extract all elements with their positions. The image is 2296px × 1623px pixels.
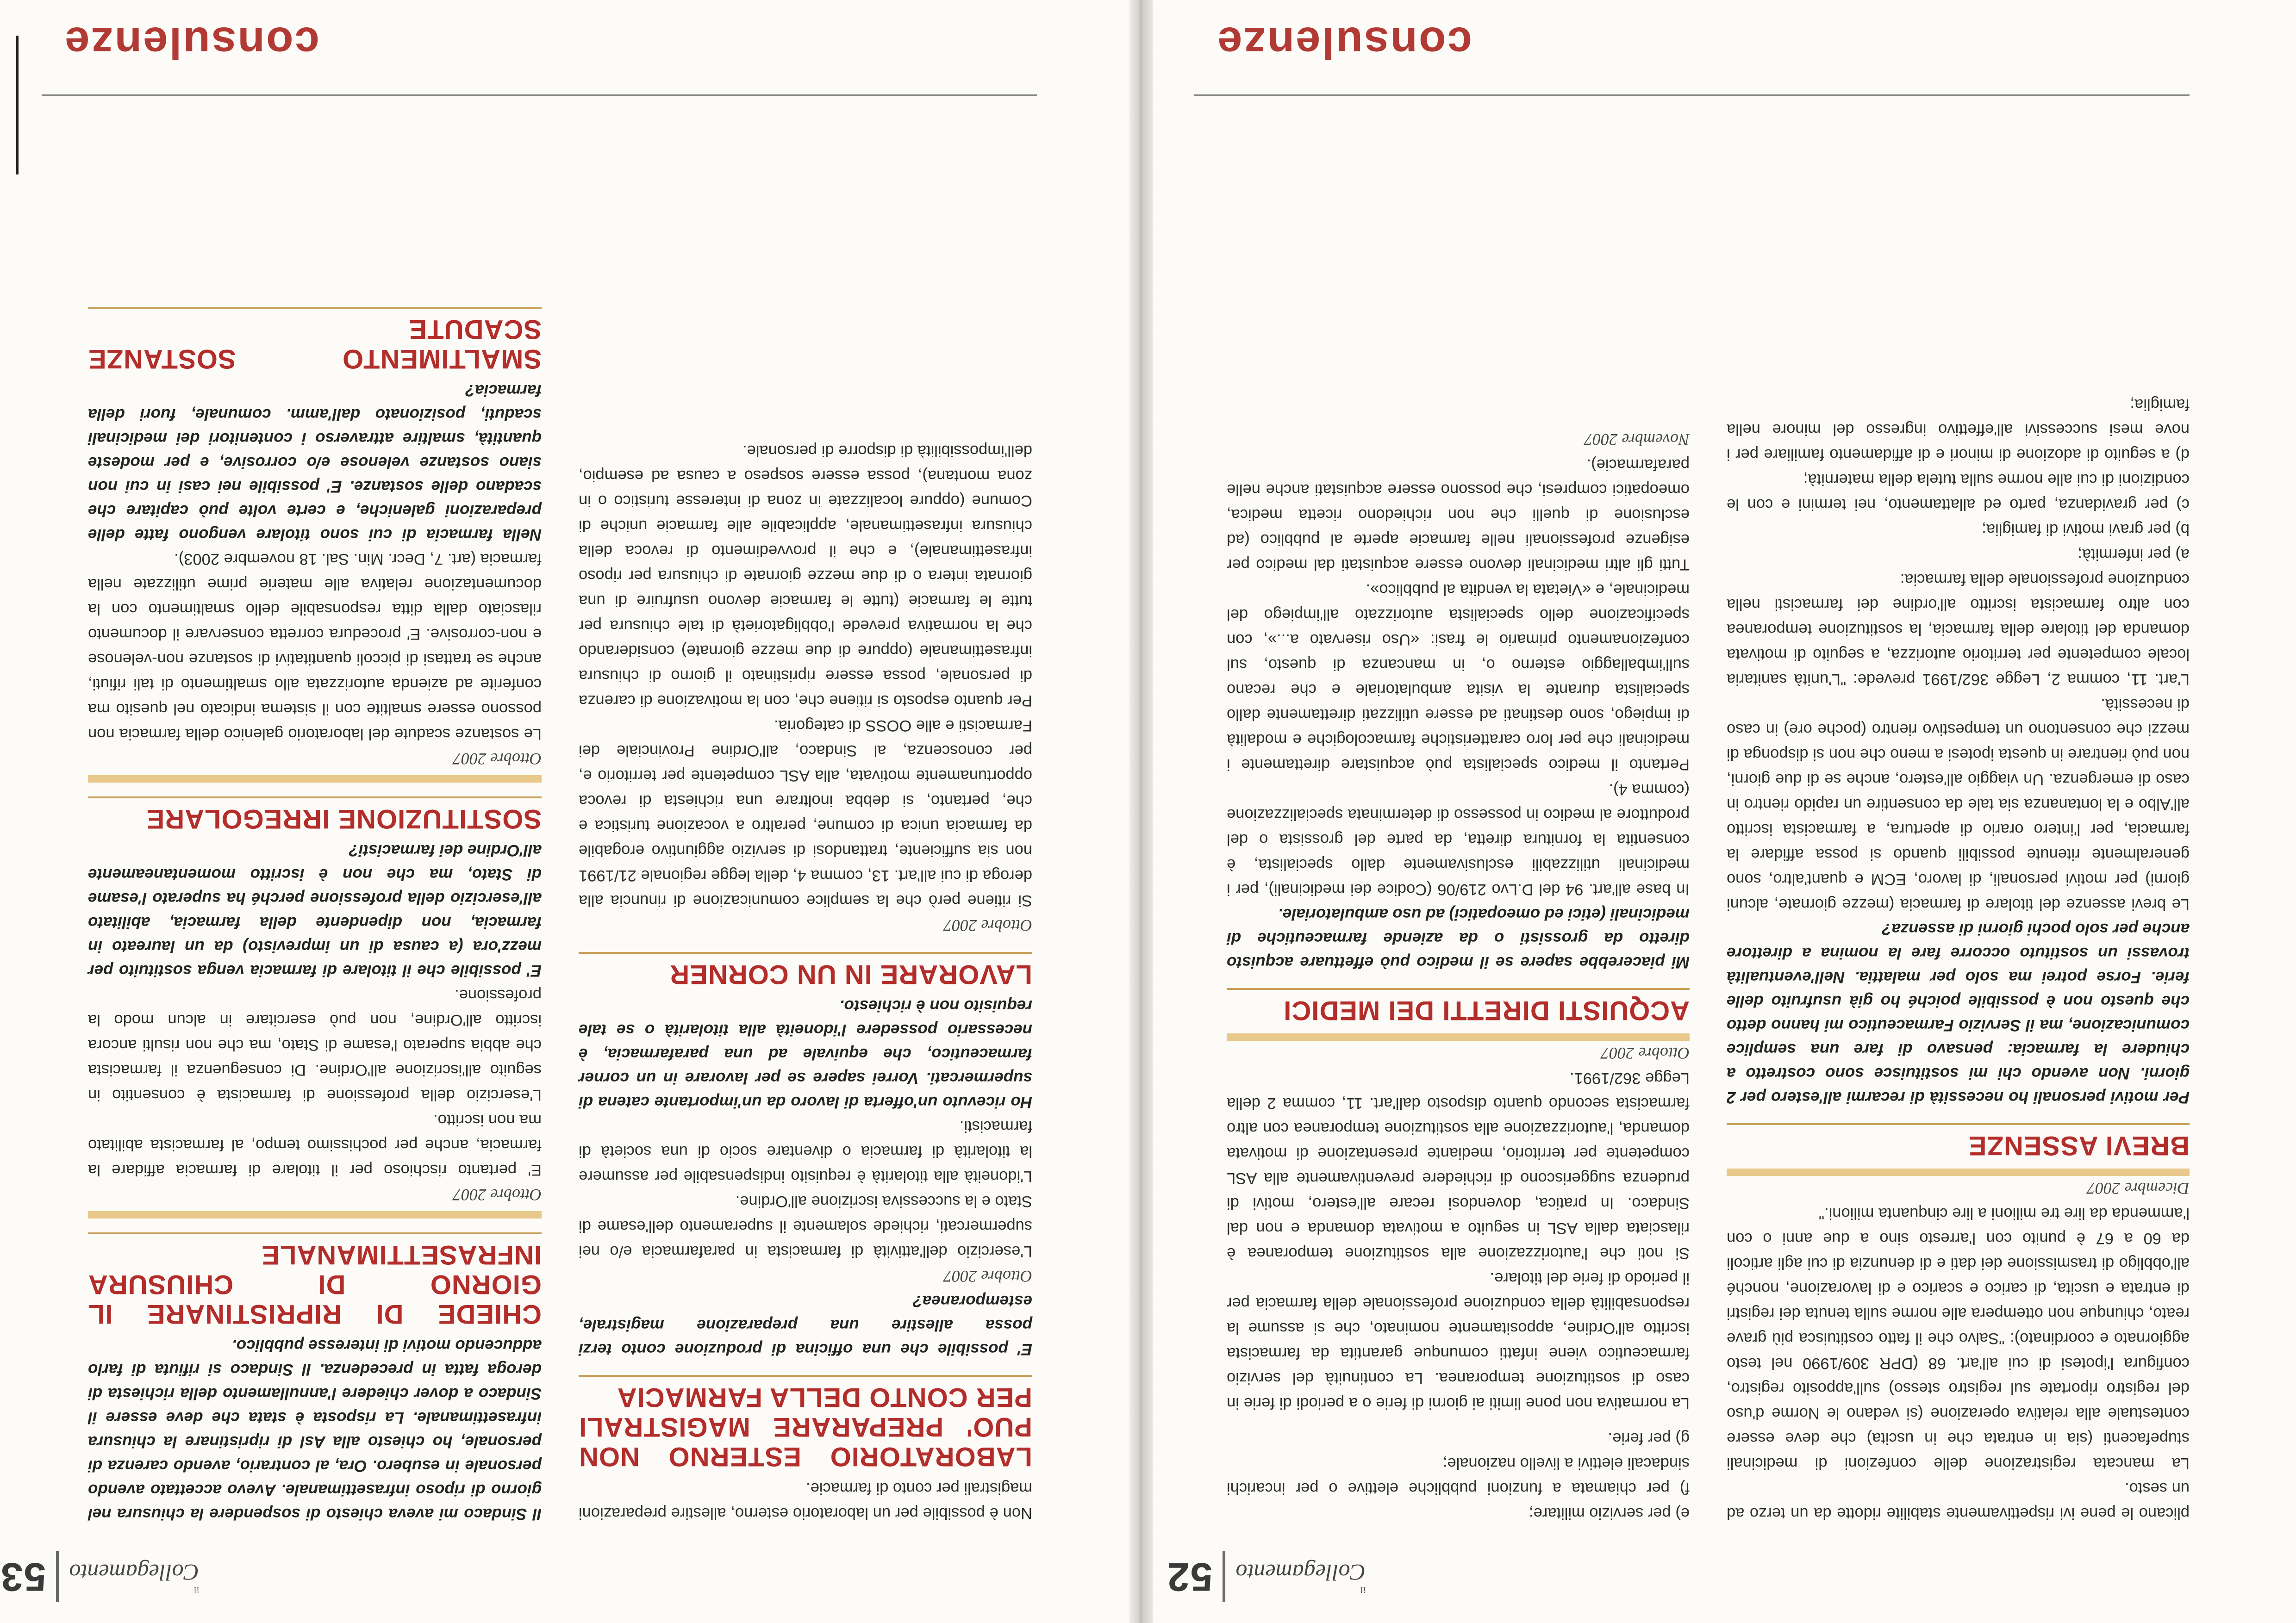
article-text: plicano le pene ivi rispettivamente stabilite ridotte da un terzo ad un sesto. [1727,1480,2190,1522]
conditions-list [1727,392,2190,567]
article-question: Mi piacerebbe sapere se il medico può effettuare acquisto diretto da grossisti o da aziende farmaceutiche di medicinali (etici ed omeopatici) ad uso ambulatoriale. [1227,905,1690,971]
article-text: Le sostanze scadute del laboratorio galenico della farmacia non possono essere smaltite con il sistema indicato nel quesito ma conferite ad azienda autorizzata allo smaltimento di tali rifiuti, anche se trattasi di piccoli quantitativi di sostanze non-velenose e non-corrosive. E' procedura corretta conservare il documento rilasciato dalla ditta responsabile dello smaltimento con la documentazione relativa alle materie prime utilizzate nella farmacia (art. 7, Decr. Min. Sal. 18 novembre 2003). [88,550,542,743]
binding-gutter [1129,0,1153,1623]
article-text: L'idoneità alla titolarità è requisito indispensabile per assumere la titolarità di farmacia o diventare socio di una società di farmacisti. [579,1118,1032,1185]
article-question: E' possibile che il titolare di farmacia venga sostituito per mezz'ora (a causa di un imprevisto) da un laureato in farmacia, non dipendente della farmacia, abilitato all'esercizio della professione perché ha superato l'esame di Stato, ma che non è iscritto momentaneamente all'Ordine dei farmacisti? [88,841,542,980]
article-question: E' possibile che una officina di produzione conto terzi possa allestire una preparazione magistrale, estemporanea? [579,1292,1032,1358]
title-stripe [1727,1169,2190,1176]
magazine-logo: il Collegamento [1235,1560,1366,1595]
article-text: L'esercizio dell'attività di farmacista in parafarmacia e/o nei supermercati, richiede solamente il superamento dell'esame di Stato e la successiva iscrizione all'Ordine. [579,1193,1032,1260]
page-header [0,1556,199,1598]
list-item: g) per ferie. [1608,1430,1690,1447]
column-left [1727,382,2190,1526]
article-title: ACQUISTI DIRETTI DEI MEDICI [1227,988,1690,1030]
column-right [1227,427,1690,1526]
section-rule [1194,94,2190,96]
article-title: LAVORARE IN UN CORNER [579,952,1032,994]
page-number: 53 [0,1555,46,1599]
article-date: Ottobre 2007 [943,916,1032,935]
page-52 [1153,0,2296,1623]
article-text: L'art. 11, comma 2, Legge 362/1991 prevede: "L'unità sanitaria locale competente per territorio autorizza, a seguito di motivata domanda del titolare della farmacia, la sostituzione temporanea con altro farmacista iscritto all'ordine dei farmacisti nella conduzione professionale della farmacia: [1727,571,2190,688]
article-date: Ottobre 2007 [943,1267,1032,1286]
article-title: LABORATORIO ESTERNO NON PUO' PREPARARE MAGISTRALI PER CONTO DELLA FARMACIA [579,1375,1032,1476]
magazine-logo: il Collegamento [69,1560,199,1595]
list-item: c) per gravidanza, parto ed allattamento, nei termini e con le condizioni di cui alle norme sulla tutela della maternità; [1727,471,2190,513]
section-label: consulenze [1216,18,1472,68]
page-header [1167,1556,1366,1598]
article-text: Tutti gli altri medicinali devono essere acquistati dal medico per esigenze professionali nelle farmacie aperte al pubblico (ad esclusione di quelli che non richiedono ricetta medica, omeopatici compresi, che possono essere acquistati anche nelle parafarmacie). [1227,456,1690,573]
title-stripe [1227,1033,1690,1041]
article-title: SOSTITUZIONE IRREGOLARE [88,796,542,838]
article-text: L'esercizio della professione di farmacista è consentito in seguito all'iscrizione all'Ordine. Di conseguenza il farmacista che abbia superato l'esame di Stato, ma che non risulti ancora iscritto all'Ordine, non può esercitare in alcun modo la professione. [88,986,542,1104]
article-text: Le brevi assenze del titolare di farmacia (mezze giornate, alcuni giorni) per motivi personali, di lavoro, ECM e quant'altro, sono generalmente ritenute possibili quando si possa affidare la farmacia, per l'intero orario di apertura, a farmacista iscritto all'Albo e la lontananza sia tale da consentire un rapido rientro in caso di emergenza. Un viaggio all'estero, anche se di due giorni, non può rientrare in questa ipotesi a meno che non si disponga di mezzi che consentono un tempestivo rientro (poche ore) in caso di necessità. [1727,696,2190,913]
section-label: consulenze [63,18,319,68]
article-title: BREVI ASSENZE [1727,1123,2190,1165]
column-left-flow [579,438,1032,1526]
header-divider [56,1551,59,1602]
article-text: E' pertanto rischioso per il titolare di farmacia affidare la farmacia, anche per pochissimo tempo, al farmacista abilitato ma non iscritto. [88,1111,542,1179]
article-question: Per motivi personali ho necessità di recarmi all'estero per 2 giorni. Non avendo chi mi sostituisce sono costretto a chiudere la farmacia: pensavo di fare una semplice comunicazione, ma il Servizio Farmaceutico mi hanno detto che questo non è possibile poiché ho già usufruito delle ferie. Forse potrei ma solo per malattia. Nell'eventualità trovassi un sostituto occorre fare la nomina a direttore anche per solo pochi giorni di assenza? [1727,920,2190,1107]
article-date: Ottobre 2007 [1601,1044,1690,1063]
article-question: Ho ricevuto un'offerta di lavoro da un'importante catena di supermercati. Vorrei sapere se per lavorare in un corner farmaceutico, che equivale ad una parafarmacia, è necessario possedere l'idoneità alla titolarità o se tale requisito non è richiesto. [579,997,1032,1111]
list-item: f) per chiamata a funzioni pubbliche elettive o per incarichi sindacali elettivi a livello nazionale; [1227,1455,1690,1497]
article-text: La normativa non pone limiti ai giorni di ferie o a periodi di ferie in caso di sostituzione temporanea. La continuità del servizio farmaceutico viene infatti comunque garantita da farmacista iscritto all'Ordine, appositamente nominato, che si assume la responsabilità della conduzione professionale della farmacia per il periodo di ferie del titolare. [1227,1269,1690,1412]
list-item: a) per infermità; [2078,546,2190,563]
scan-edge-mark [16,36,19,174]
list-item: d) a seguito di adozione di minori e di affidamento familiare per i nove mesi successivi all'effettivo ingresso del minore nella famiglia; [1727,396,2190,463]
article-text: Si ritiene però che la semplice comunicazione di rinuncia alla deroga di cui all'art. 13, comma 4, della legge regionale 21/1991 non sia sufficiente, trattandosi di servizio aggiuntivo erogabile da farmacia unica di comune, peraltro a vocazione turistica e che, pertanto, si debba inoltrare una richiesta di revoca opportunamente motivata, alla ASL competente per territorio e, per conoscenza, al Sindaco, all'Ordine Provinciale dei Farmacisti e alle OOSS di categoria. [579,717,1032,909]
page-number: 52 [1166,1555,1213,1599]
list-item: b) per gravi motivi di famiglia; [1982,521,2190,538]
article-question: Nella farmacia di cui sono titolare vengono fatte delle preparazioni galeniche, e certe volte può capitare che scadano delle sostanze. E' possibile nei casi in cui non siano sostanze velenose e/o corrosive, e per modeste quantità, smaltire attraverso i contenitori dei medicinali scaduti, posizionato dall'amm. comunale, fuori della farmacia? [88,381,542,544]
title-stripe [88,775,542,783]
article-text: Pertanto il medico specialista può acquistare direttamente i medicinali che per loro caratteristiche farmacologiche e modalità di impiego, sono destinati ad essere utilizzati direttamente dallo specialista durante la visita ambulatoriale e che recano sull'imballaggio esterno o, in mancanza di questo, sul confezionamento primario le frasi: «Uso riservato a...», con specificazione dello specialista autorizzato all'impiego del medicinale, e «Vietata la vendita al pubblico». [1227,581,1690,773]
header-divider [1223,1551,1225,1602]
article-text: In base all'art. 94 del D.Lvo 219/06 (Codice dei medicinali), per i medicinali utilizzabili esclusivamente dallo specialista, è consentita la fornitura diretta, da parte del grossista o del produttore al medico in possesso di determinata specializzazione (comma 4). [1227,781,1690,898]
article-question: Il Sindaco mi aveva chiesto di sospendere la chiusura nel giorno di riposo infrasettimanale. Avevo accettato avendo personale in esubero. Ora, al contrario, avendo carenza di personale, ho chiesto alla Asl di ripristinare la chiusura infrasettimanale. La risposta è stata che deve essere il Sindaco a dover chiedere l'annullamento della richiesta di deroga fatta in precedenza. Il Sindaco si rifiuta di farlo adducendo motivi di interesse pubblico. [88,1337,542,1523]
article-title: CHIEDE DI RIPRISTINARE IL GIORNO DI CHIUSURA INFRASETTIMANALE [88,1232,542,1333]
article-date: Dicembre 2007 [2087,1179,2190,1198]
title-stripe [88,1211,542,1219]
list-item: e) per servizio militare; [1529,1505,1690,1522]
article-date: Ottobre 2007 [453,1186,542,1204]
page-53 [0,0,1129,1623]
article-text: Si noti che l'autorizzazione alla sostituzione temporanea è rilasciata dalla ASL in seguito a motivata domanda e non dal Sindaco. In pratica, dovendosi recare all'estero, motivi di prudenza suggeriscono di richiedere preventivamente alla ASL competente per territorio, mediante presentazione di motivata domanda, l'autorizzazione alla sostituzione temporanea con altro farmacista secondo quanto disposto dall'art. 11, comma 2 della Legge 362/1991. [1227,1070,1690,1262]
article-date: Ottobre 2007 [453,750,542,768]
section-rule [42,94,1037,96]
article-text: Per quanto esposto si ritiene che, con la motivazione di carenza di personale, possa essere ripristinato il giorno di chiusura infrasettimanale (oppure di due mezze giornate) considerando che la normativa prevede l'obbligatorietà di tale chiusura per tutte le farmacie (tutte le farmacie devono usufruire di una giornata intera o di due mezze giornate di chiusura per riposo infrasettimanale), e che il provvedimento di revoca della chiusura infrasettimanale, applicabile alle farmacie uniche di Comune (oppure localizzate in zona di interesse turistico o in zona montana), possa essere sospeso a causa ad esempio, dell'impossibilità di disporre di personale. [579,442,1032,709]
conditions-list [1227,1426,1690,1526]
column-right [88,293,542,1526]
article-text: Non è possibile per un laboratorio esterno, allestire preparazioni magistrali per conto di farmacie. [579,1480,1032,1522]
article-text: La mancata registrazione delle confezioni di medicinali stupefacenti (sia in entrata che in uscita) che deve essere contestuale alla relativa operazione (si vedano le Norme d'uso del registro riportate sul registro stesso) sull'apposito registro, configura l'ipotesi di cui all'art. 68 (DPR 309/1990 nel testo aggiornato e coordinato): "Salvo che il fatto costituisca più grave reato, chiunque non ottempera alle norme sulla tenuta dei registri di entrata e uscita, di carico e scarico e di lavorazione, nonché all'obbligo di trasmissione dei dati e di denunzia di cui agli articoli da 60 a 67 è punito con l'arresto sino a due anni o con l'ammenda da lire tre milioni a lire cinquanta milioni." [1727,1205,2190,1472]
article-date: Novembre 2007 [1584,430,1690,449]
article-title: SMALTIMENTO SOSTANZE SCADUTE [88,307,542,378]
